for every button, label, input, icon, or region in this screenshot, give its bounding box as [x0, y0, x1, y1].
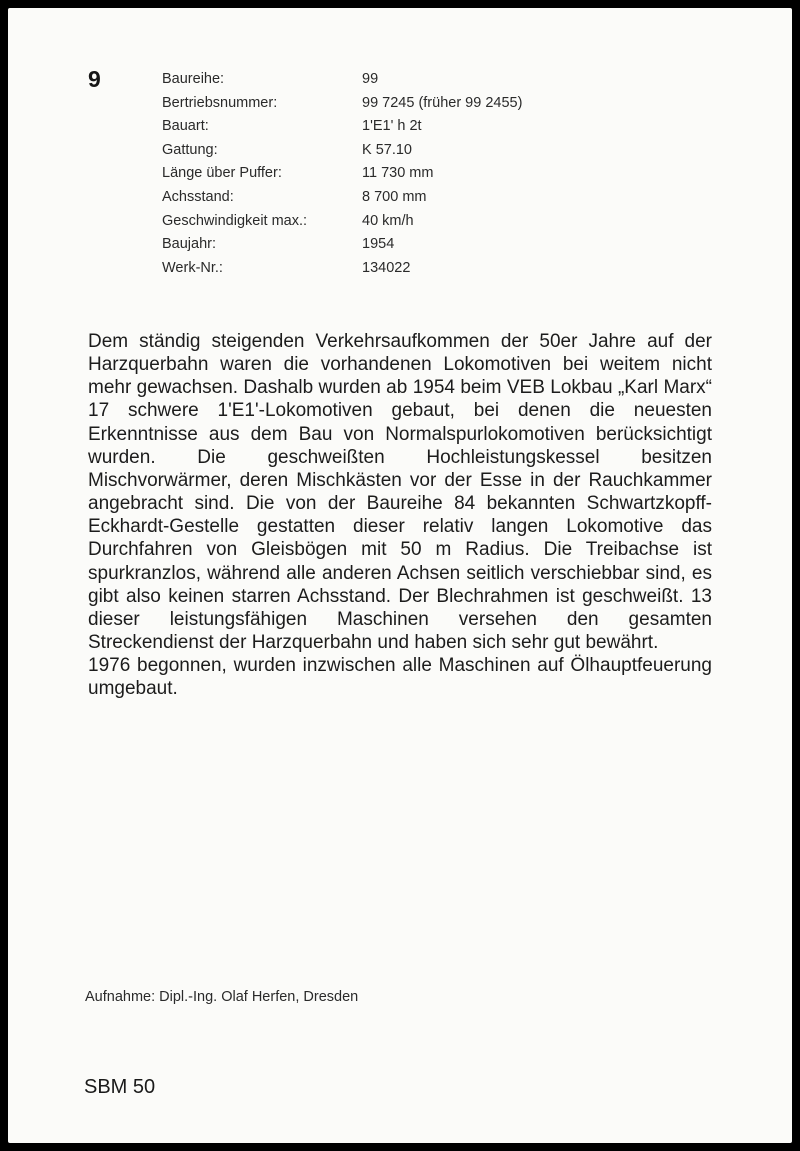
spec-label: Achsstand:	[162, 188, 234, 205]
spec-row	[162, 115, 682, 139]
spec-value: 99	[362, 71, 379, 87]
spec-row	[162, 210, 682, 234]
series-mark: SBM 50	[84, 1076, 156, 1098]
spec-value: 134022	[362, 259, 411, 276]
card-number: 9	[88, 66, 101, 92]
spec-label: Länge über Puffer:	[162, 165, 282, 182]
spec-row	[162, 186, 682, 210]
postcard-back	[8, 8, 792, 1143]
spec-label: Baureihe:	[162, 71, 225, 87]
description-paragraph: 1976 begonnen, wurden inzwischen alle Maschinen auf Ölhauptfeuerung umgebaut.	[88, 655, 712, 700]
spec-value: 11 730 mm	[362, 165, 434, 182]
spec-label: Werk-Nr.:	[162, 259, 223, 276]
spec-row	[162, 162, 682, 186]
spec-row	[162, 92, 682, 116]
spec-row	[162, 257, 682, 281]
spec-label: Baujahr:	[162, 236, 217, 253]
spec-value: K 57.10	[362, 141, 412, 158]
spec-value: 99 7245 (früher 99 2455)	[362, 94, 523, 111]
spec-value: 1'E1' h 2t	[362, 118, 422, 135]
spec-label: Bauart:	[162, 118, 209, 135]
spec-row	[162, 68, 682, 92]
description-paragraph: Dem ständig steigenden Verkehrsaufkommen der 50er Jahre auf der Harzquerbahn waren die vorhandenen Lokomotiven bei weitem nicht mehr gewachsen. Dashalb wurden ab 1954 beim VEB Lokbau „Karl Marx“ 17 schwere 1'E1'-Lokomotiven gebaut, bei denen die neuesten Erkenntnisse aus dem Bau von Normalspurlokomotiven berücksichtigt wurden. Die geschweißten Hochleistungskessel besitzen Mischvorwärmer, deren Mischkästen vor der Esse in der Rauchkammer angebracht sind. Die von der Baureihe 84 bekannten Schwartzkopff-Eckhardt-Gestelle gestatten dieser relativ langen Lokomotive das Durchfahren von Gleisbögen mit 50 m Radius. Die Treibachse ist spurkranzlos, während alle anderen Achsen seitlich verschiebbar sind, es gibt also keinen starren Achsstand. Der Blechrahmen ist geschweißt. 13 dieser leistungsfähigen Maschinen versehen den gesamten Streckendienst der Harzquerbahn und haben sich sehr gut bewährt.	[88, 331, 712, 654]
spec-label: Geschwindigkeit max.:	[162, 212, 308, 229]
photo-credit: Aufnahme: Dipl.-Ing. Olaf Herfen, Dresden	[85, 989, 359, 1005]
spec-value: 40 km/h	[362, 212, 414, 229]
spec-label: Bertriebsnummer:	[162, 94, 278, 111]
spec-row	[162, 139, 682, 163]
specifications-table	[162, 68, 682, 280]
spec-label: Gattung:	[162, 141, 218, 158]
spec-value: 8 700 mm	[362, 188, 427, 205]
spec-value: 1954	[362, 236, 395, 253]
description-text	[88, 330, 712, 701]
spec-row	[162, 233, 682, 257]
